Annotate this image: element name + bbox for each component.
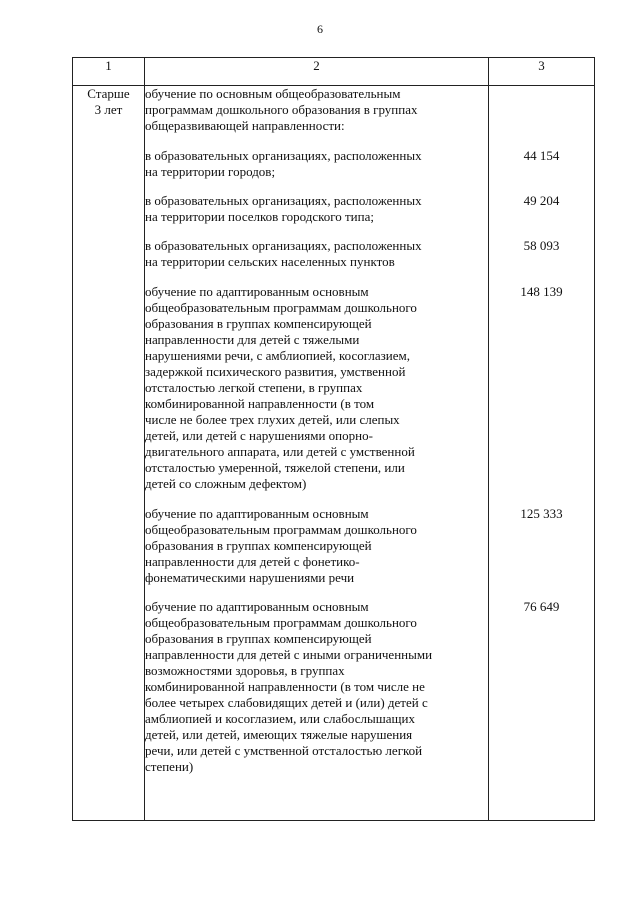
description-block [145,193,488,225]
description-line: образования в группах компенсирующей [145,631,372,646]
description-block [145,506,488,586]
age-group-line: 3 лет [94,102,123,117]
description-line: в образовательных организациях, расположенных [145,238,422,253]
description-line: на территории городов; [145,164,276,179]
description-line: на территории поселков городского типа; [145,209,374,224]
description-block [145,284,488,492]
value-cell [489,86,595,821]
description-line: программам дошкольного образования в группах [145,102,418,117]
value-text: 44 154 [523,148,560,163]
description-line: обучение по адаптированным основным [145,599,369,614]
value-text: 125 333 [520,506,563,521]
description-line: детей, или детей, имеющих тяжелые нарушения [145,727,413,742]
description-line: общеразвивающей направленности: [145,118,345,133]
description-line: на территории сельских населенных пунктов [145,254,395,269]
value-block [489,599,594,775]
description-block [145,238,488,270]
value-block [489,506,594,586]
description-line: числе не более трех глухих детей, или слепых [145,412,400,427]
description-line: возможностями здоровья, в группах [145,663,345,678]
table-row [73,86,595,821]
description-line: степени) [145,759,194,774]
description-line: обучение по адаптированным основным [145,506,369,521]
description-line: комбинированной направленности (в том числе не [145,679,425,694]
description-line: в образовательных организациях, расположенных [145,148,422,163]
description-line: отсталостью умеренной, тяжелой степени, или [145,460,405,475]
header-col-3: 3 [489,58,595,86]
description-line: образования в группах компенсирующей [145,538,372,553]
description-block [145,599,488,775]
description-line: обучение по основным общеобразовательным [145,86,401,101]
value-text: 148 139 [520,284,563,299]
age-group-line: Старше [87,86,130,101]
description-line: направленности для детей с фонетико- [145,554,360,569]
description-line: фонематическими нарушениями речи [145,570,355,585]
value-block [489,284,594,492]
header-row [73,58,595,86]
description-line: комбинированной направленности (в том [145,396,375,411]
description-line: речи, или детей с умственной отсталостью легкой [145,743,423,758]
description-line: двигательного аппарата, или детей с умственной [145,444,415,459]
value-block [489,193,594,225]
description-line: общеобразовательным программам дошкольного [145,300,417,315]
value-block [489,86,594,134]
description-line: детей со сложным дефектом) [145,476,307,491]
age-group-cell [73,86,145,821]
description-line: направленности для детей с тяжелыми [145,332,360,347]
description-line: амблиопией и косоглазием, или слабослышащих [145,711,415,726]
description-line: общеобразовательным программам дошкольного [145,522,417,537]
description-line: нарушениями речи, с амблиопией, косоглазием, [145,348,411,363]
description-line: образования в группах компенсирующей [145,316,372,331]
value-block [489,148,594,180]
description-line: детей, или детей с нарушениями опорно- [145,428,373,443]
value-text: 49 204 [523,193,560,208]
description-line: в образовательных организациях, расположенных [145,193,422,208]
header-col-2: 2 [145,58,489,86]
description-line: направленности для детей с иными ограниченными [145,647,433,662]
data-table [72,57,595,821]
description-cell [145,86,489,821]
description-block [145,86,488,134]
value-text: 76 649 [523,599,560,614]
description-line: задержкой психического развития, умственной [145,364,406,379]
page-number: 6 [317,22,323,36]
header-col-1: 1 [73,58,145,86]
description-block [145,148,488,180]
value-block [489,238,594,270]
value-text: 58 093 [523,238,560,253]
description-line: отсталостью легкой степени, в группах [145,380,363,395]
description-line: более четырех слабовидящих детей и (или) детей с [145,695,428,710]
description-line: общеобразовательным программам дошкольного [145,615,417,630]
description-line: обучение по адаптированным основным [145,284,369,299]
